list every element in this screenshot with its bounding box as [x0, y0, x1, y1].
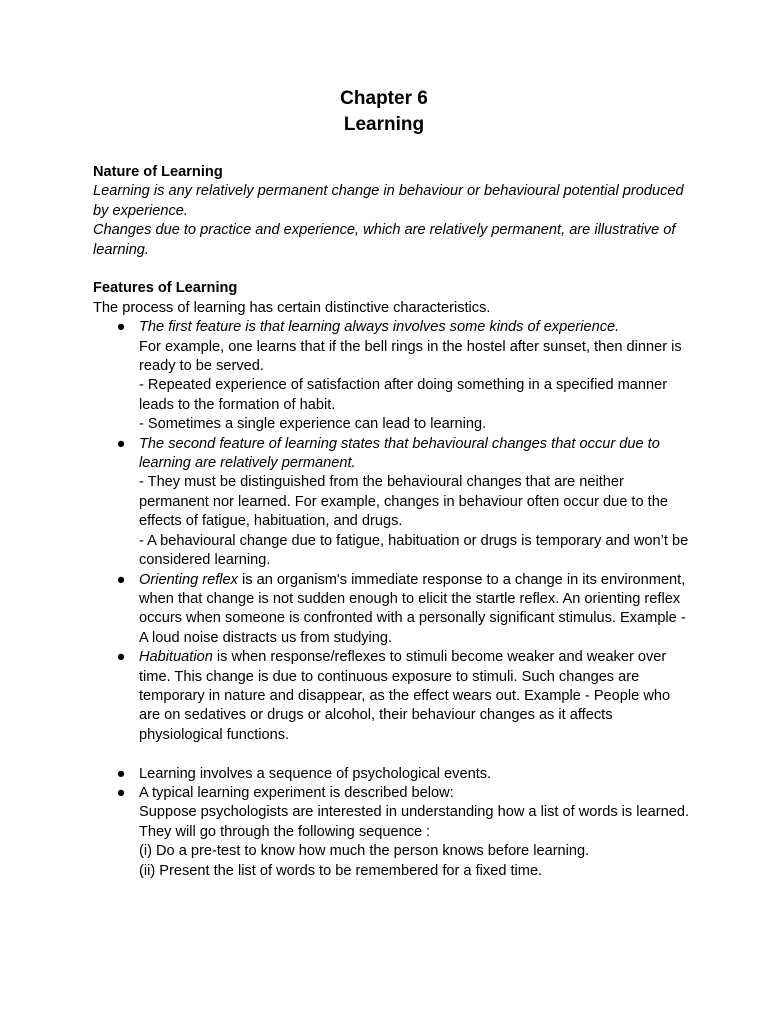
- list-item: [93, 435, 693, 571]
- bullet-icon: ●: [116, 319, 126, 336]
- feature-detail: For example, one learns that if the bell rings in the hostel after sunset, then dinner is ready to be served.: [139, 338, 682, 375]
- section-heading-features: Features of Learning: [93, 280, 238, 297]
- feature-text: [139, 648, 693, 745]
- section-heading-nature: Nature of Learning: [93, 164, 223, 180]
- feature-description: is an organism's immediate response to a change in its environment, when that change is not sudden enough to elicit the startle reflex. An orienting reflex occurs when someone is confronted with a personally significant stimulus. Example - A loud noise distracts us from studying.: [139, 571, 686, 646]
- list-item-text: Learning involves a sequence of psychological events.: [139, 765, 492, 782]
- feature-detail: - They must be distinguished from the behavioural changes that are neither permanent nor learned. For example, changes in behaviour often occur due to the effects of fatigue, habituation, and drugs.: [139, 474, 668, 530]
- feature-term: Orienting reflex: [139, 571, 238, 588]
- bullet-icon: ●: [116, 784, 126, 801]
- feature-detail: - A behavioural change due to fatigue, habituation or drugs is temporary and won’t be considered learning.: [139, 532, 689, 569]
- list-item-text: A typical learning experiment is described below:: [139, 784, 454, 801]
- list-item: [93, 318, 693, 434]
- chapter-title: [0, 86, 768, 138]
- spacer: [93, 745, 693, 764]
- list-item: [93, 765, 693, 784]
- list-item: [93, 784, 693, 881]
- experiment-detail: Suppose psychologists are interested in understanding how a list of words is learned. They will go through the following sequence :: [139, 804, 690, 840]
- bullet-icon: ●: [116, 765, 126, 782]
- document-body: [93, 163, 693, 881]
- spacer: [93, 260, 693, 279]
- list-item: [93, 648, 693, 745]
- learning-definition: Learning is any relatively permanent change in behaviour or behavioural potential produced by experience.: [93, 183, 684, 219]
- experiment-list: [93, 765, 693, 881]
- experiment-step: (i) Do a pre-test to know how much the person knows before learning.: [139, 843, 590, 860]
- feature-detail: - Sometimes a single experience can lead to learning.: [139, 416, 487, 433]
- experiment-step: (ii) Present the list of words to be remembered for a fixed time.: [139, 862, 543, 879]
- feature-lead: The first feature is that learning always involves some kinds of experience.: [139, 319, 620, 336]
- features-list: [93, 318, 693, 745]
- feature-text: [139, 571, 693, 649]
- feature-lead: The second feature of learning states that behavioural changes that occur due to learning are relatively permanent.: [139, 435, 660, 472]
- learning-changes: Changes due to practice and experience, which are relatively permanent, are illustrative of learning.: [93, 222, 676, 258]
- bullet-icon: ●: [116, 649, 126, 666]
- chapter-name: Learning: [343, 114, 425, 135]
- features-intro: The process of learning has certain distinctive characteristics.: [93, 299, 491, 316]
- bullet-icon: ●: [116, 435, 126, 452]
- feature-term: Habituation: [139, 649, 213, 666]
- bullet-icon: ●: [116, 571, 126, 588]
- feature-description: is when response/reflexes to stimuli become weaker and weaker over time. This change is due to continuous exposure to stimuli. Such changes are temporary in nature and disappear, as the effect wears out. Example - People who are on sedatives or drugs or alcohol, their behaviour changes as it affects physiological functions.: [139, 649, 671, 743]
- feature-detail: - Repeated experience of satisfaction after doing something in a specified manner leads to the formation of habit.: [139, 377, 668, 413]
- list-item: [93, 571, 693, 649]
- chapter-number: Chapter 6: [340, 88, 428, 109]
